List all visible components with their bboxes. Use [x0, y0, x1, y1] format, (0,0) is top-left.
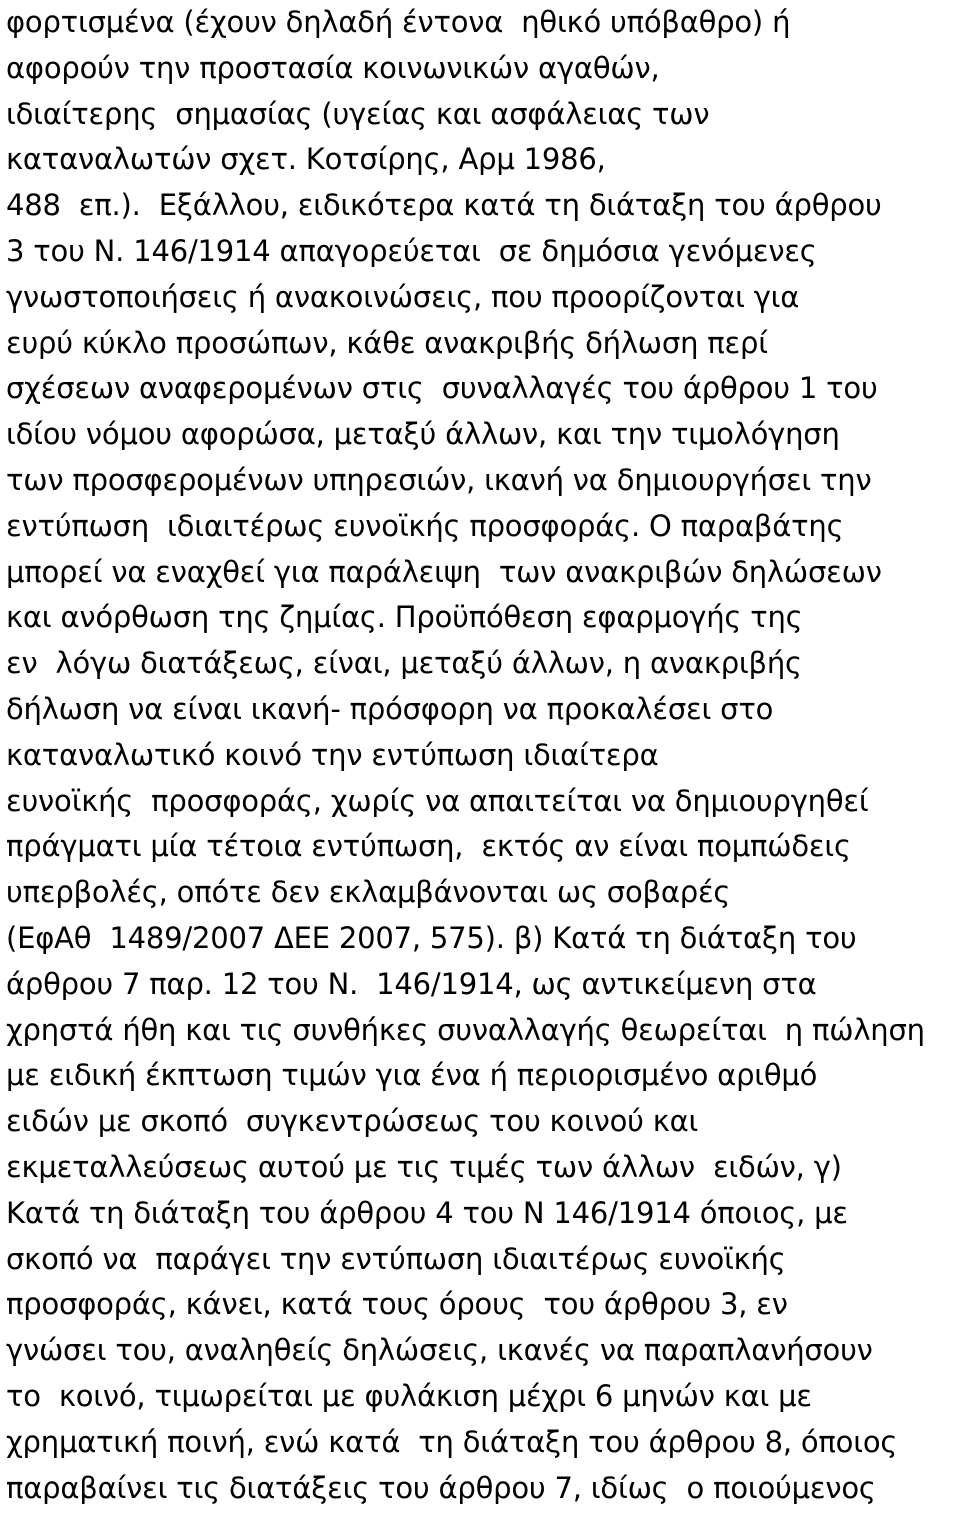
body-text — [6, 0, 960, 1511]
text-line: δήλωση να είναι ικανή- πρόσφορη να προκαλέσει στο — [6, 691, 774, 726]
text-line: μπορεί να εναχθεί για παράλειψη των ανακριβών δηλώσεων — [6, 554, 882, 589]
text-line: αφορούν την προστασία κοινωνικών αγαθών, — [6, 50, 660, 85]
text-line: παραβαίνει τις διατάξεις του άρθρου 7, ιδίως ο ποιούμενος — [6, 1470, 876, 1505]
text-line: φορτισμένα (έχουν δηλαδή έντονα ηθικό υπόβαθρο) ή — [6, 5, 791, 39]
text-line: γνώσει του, αναληθείς δηλώσεις, ικανές να παραπλανήσουν — [6, 1333, 873, 1368]
text-line: χρηστά ήθη και τις συνθήκες συναλλαγής θεωρείται η πώληση — [6, 1012, 925, 1047]
text-line: γνωστοποιήσεις ή ανακοινώσεις, που προορίζονται για — [6, 279, 800, 314]
text-line: ιδίου νόμου αφορώσα, μεταξύ άλλων, και την τιμολόγηση — [6, 417, 840, 452]
text-line: εντύπωση ιδιαιτέρως ευνοϊκής προσφοράς. Ο παραβάτης — [6, 508, 844, 543]
text-line: καταναλωτών σχετ. Κοτσίρης, Αρμ 1986, — [6, 142, 606, 177]
text-line: 3 του Ν. 146/1914 απαγορεύεται σε δημόσια γενόμενες — [6, 233, 817, 268]
text-line: υπερβολές, οπότε δεν εκλαμβάνονται ως σοβαρές — [6, 875, 731, 910]
text-line: Κατά τη διάταξη του άρθρου 4 του Ν 146/1914 όποιος, με — [6, 1195, 848, 1230]
text-line: εν λόγω διατάξεως, είναι, μεταξύ άλλων, η ανακριβής — [6, 646, 802, 681]
text-line: προσφοράς, κάνει, κατά τους όρους του άρθρου 3, εν — [6, 1287, 788, 1322]
text-line: ευρύ κύκλο προσώπων, κάθε ανακριβής δήλωση περί — [6, 325, 768, 360]
text-line: με ειδική έκπτωση τιμών για ένα ή περιορισμένο αριθμό — [6, 1058, 818, 1093]
text-line: ειδών με σκοπό συγκεντρώσεως του κοινού και — [6, 1104, 699, 1139]
text-line: και ανόρθωση της ζημίας. Προϋπόθεση εφαρμογής της — [6, 600, 803, 635]
text-line: καταναλωτικό κοινό την εντύπωση ιδιαίτερα — [6, 737, 659, 772]
text-line: ιδιαίτερης σημασίας (υγείας και ασφάλειας των — [6, 96, 710, 131]
text-line: χρηματική ποινή, ενώ κατά τη διάταξη του άρθρου 8, όποιος — [6, 1424, 898, 1459]
text-line: (ΕφΑθ 1489/2007 ΔΕΕ 2007, 575). β) Κατά τη διάταξη του — [6, 920, 857, 955]
text-line: των προσφερομένων υπηρεσιών, ικανή να δημιουργήσει την — [6, 462, 872, 497]
text-line: 488 επ.). Εξάλλου, ειδικότερα κατά τη διάταξη του άρθρου — [6, 188, 882, 223]
text-line: σκοπό να παράγει την εντύπωση ιδιαιτέρως ευνοϊκής — [6, 1241, 786, 1276]
text-line: άρθρου 7 παρ. 12 του Ν. 146/1914, ως αντικείμενη στα — [6, 966, 817, 1001]
text-line: εκμεταλλεύσεως αυτού με τις τιμές των άλλων ειδών, γ) — [6, 1149, 842, 1184]
text-line: σχέσεων αναφερομένων στις συναλλαγές του άρθρου 1 του — [6, 371, 878, 406]
text-line: πράγματι μία τέτοια εντύπωση, εκτός αν είναι πομπώδεις — [6, 829, 851, 864]
text-line: ευνοϊκής προσφοράς, χωρίς να απαιτείται να δημιουργηθεί — [6, 783, 869, 818]
text-line: το κοινό, τιμωρείται με φυλάκιση μέχρι 6 μηνών και με — [6, 1378, 812, 1413]
